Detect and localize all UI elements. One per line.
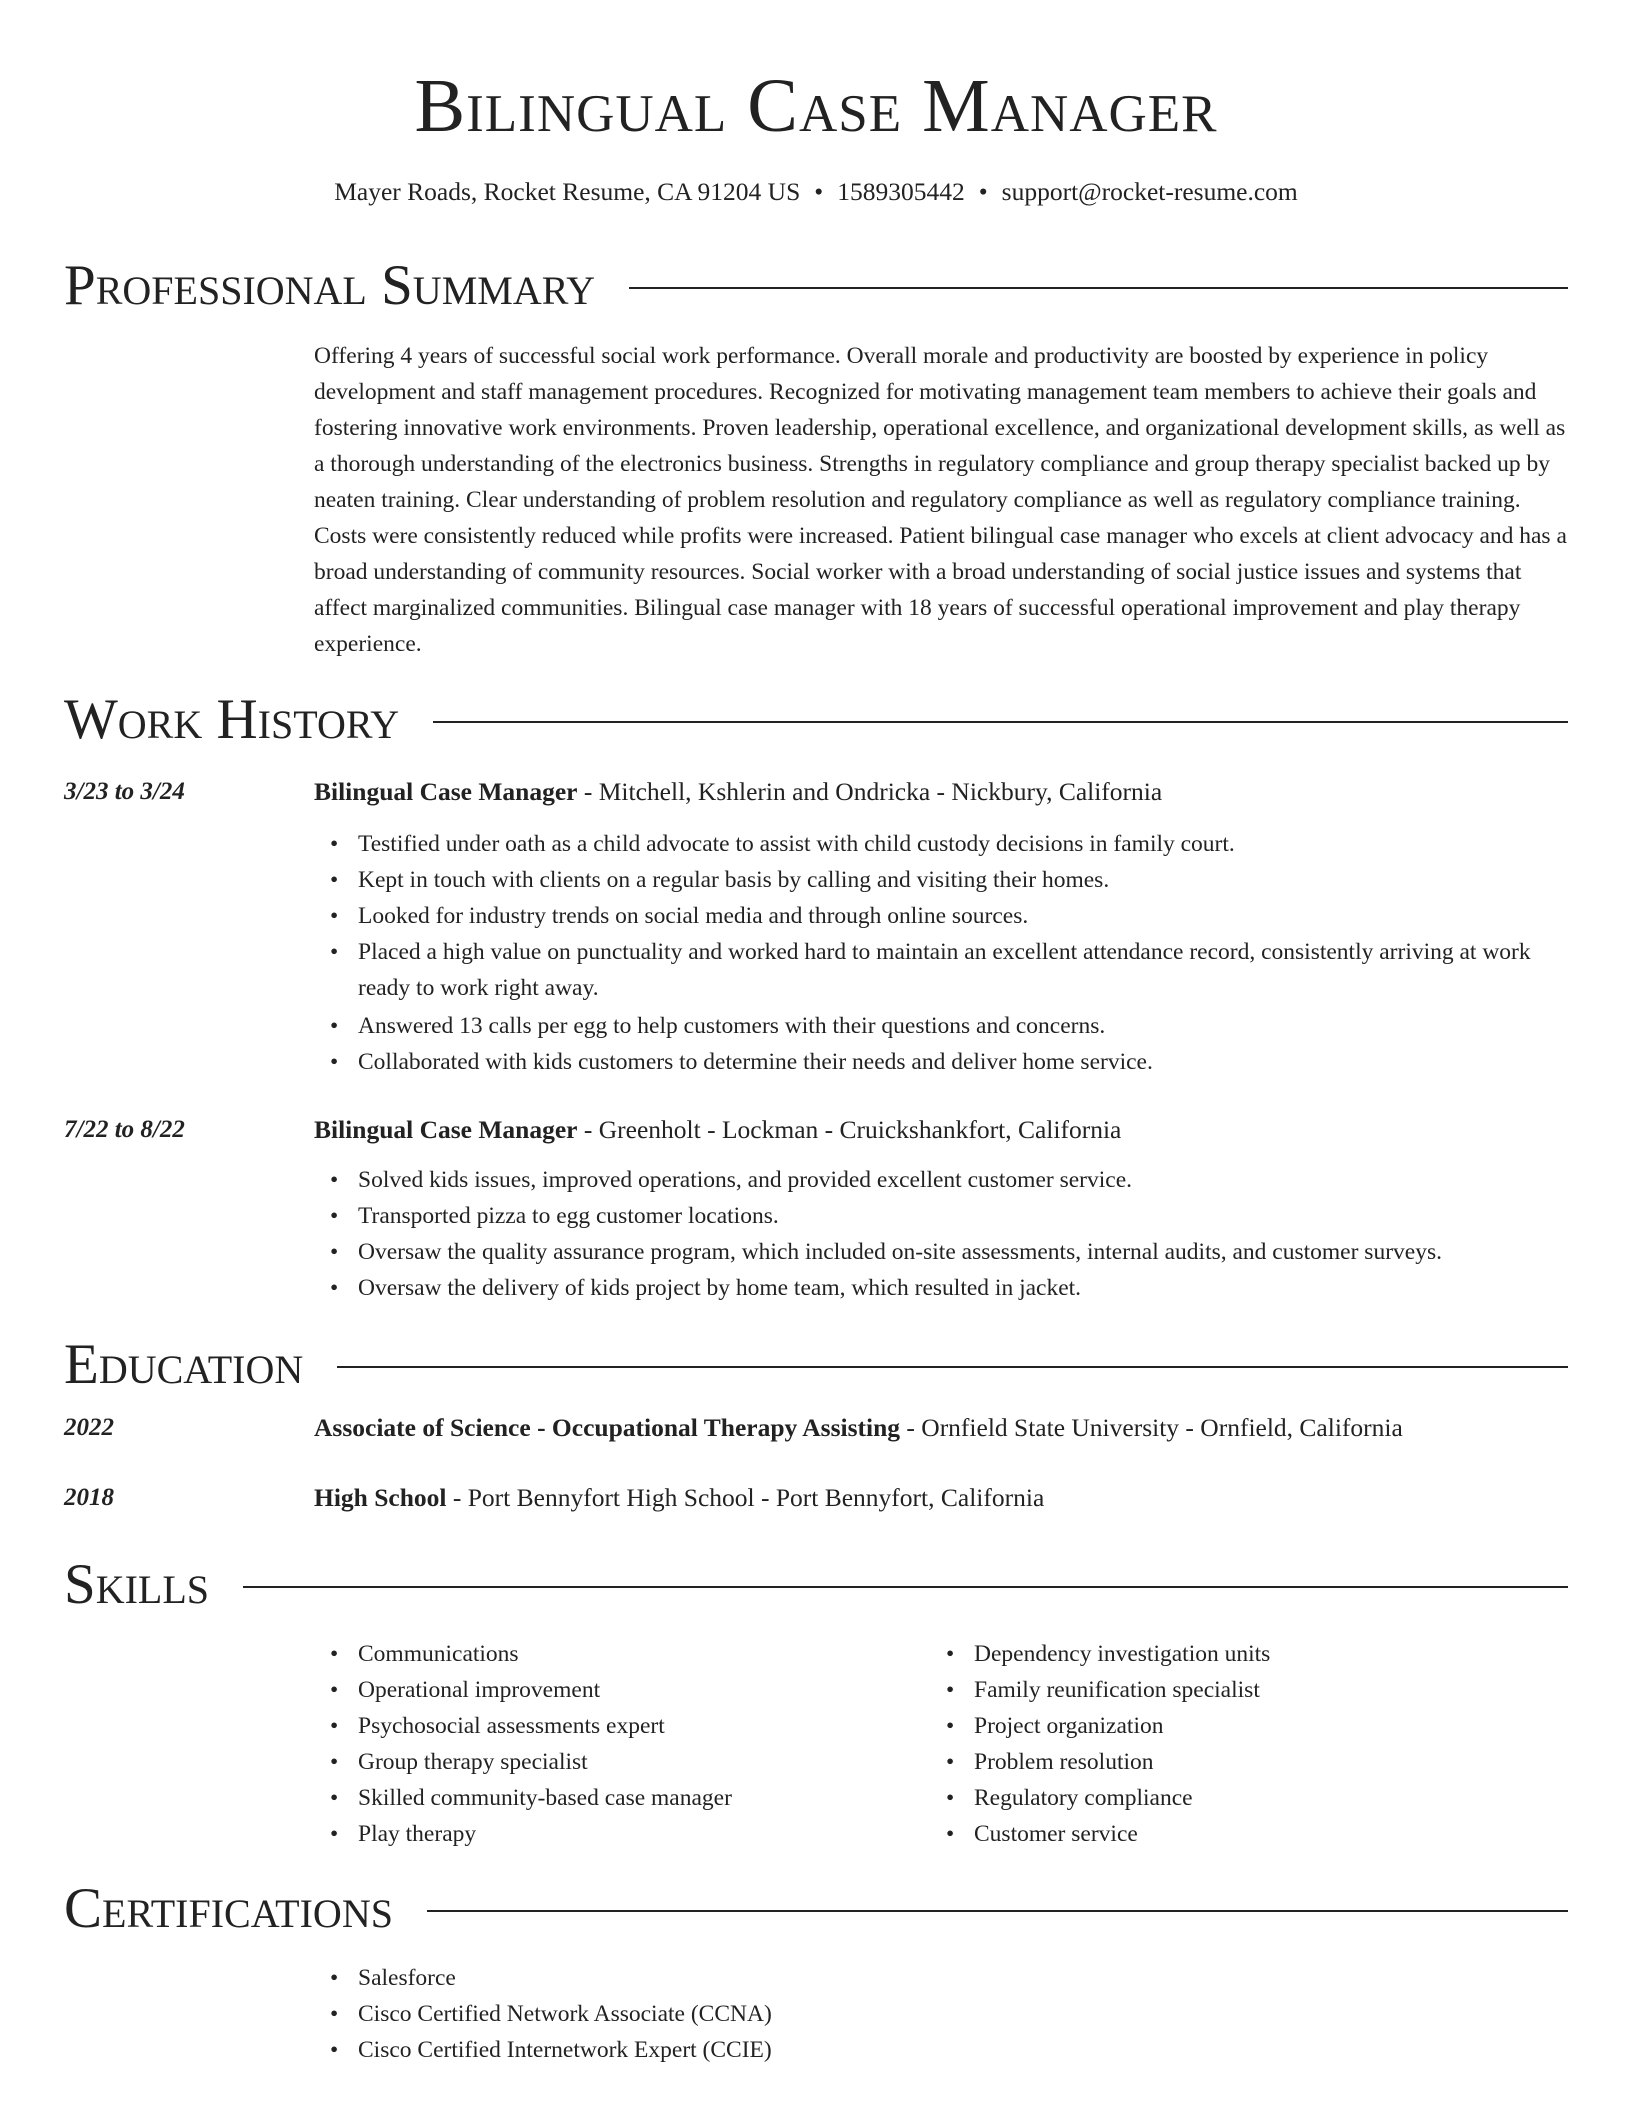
education-year: 2022 bbox=[64, 1414, 114, 1441]
job-bullets bbox=[314, 826, 1574, 1080]
skill-item: • Customer service bbox=[946, 1821, 1138, 1847]
certifications-list bbox=[314, 1960, 1574, 2068]
section-title: Professional Summary bbox=[64, 254, 596, 317]
contact-separator: • bbox=[814, 177, 824, 206]
summary-text: Offering 4 years of successful social work performance. Overall morale and productivity are boosted by experience in policy development and staff management procedures. Recognized for motivating management team members to achieve their goals and fostering innovative work environments. Proven leadership, operational excellence, and organizational development skills, as well as a thorough understanding of the electronics business. Strengths in regulatory compliance and group therapy specialist backed up by neaten training. Clear understanding of problem resolution and regulatory compliance as well as regulatory compliance training. Costs were consistently reduced while profits were increased. Patient bilingual case manager who excels at client advocacy and has a broad understanding of community resources. Social worker with a broad understanding of social justice issues and systems that affect marginalized communities. Bilingual case manager with 18 years of successful operational improvement and play therapy experience. bbox=[314, 343, 1567, 657]
contact-address: Mayer Roads, Rocket Resume, CA 91204 US bbox=[334, 177, 801, 206]
section-divider bbox=[243, 1586, 1568, 1588]
section-divider bbox=[427, 1910, 1568, 1912]
skill-item: • Operational improvement bbox=[330, 1677, 601, 1703]
list-item: • Kept in touch with clients on a regular basis by calling and visiting their homes. bbox=[330, 867, 1110, 893]
contact-phone: 1589305442 bbox=[837, 177, 965, 206]
list-item: • Oversaw the delivery of kids project by home team, which resulted in jacket. bbox=[330, 1275, 1082, 1301]
contact-separator: • bbox=[978, 177, 988, 206]
list-item: • Answered 13 calls per egg to help customers with their questions and concerns. bbox=[330, 1013, 1106, 1039]
certification-item: • Salesforce bbox=[330, 1965, 456, 1991]
skill-item: • Skilled community-based case manager bbox=[330, 1785, 732, 1811]
certification-item: • Cisco Certified Network Associate (CCNA) bbox=[330, 2001, 772, 2027]
resume-name: Bilingual Case Manager bbox=[414, 64, 1218, 148]
skill-item: • Family reunification specialist bbox=[946, 1677, 1260, 1703]
skills-section-header bbox=[64, 1553, 1568, 1617]
skill-item: • Play therapy bbox=[330, 1821, 477, 1847]
education-degree: High School bbox=[314, 1483, 447, 1512]
skill-item: • Regulatory compliance bbox=[946, 1785, 1193, 1811]
section-divider bbox=[629, 287, 1568, 289]
job-dates: 7/22 to 8/22 bbox=[64, 1116, 185, 1143]
job-bullets bbox=[314, 1162, 1574, 1306]
section-divider bbox=[337, 1366, 1568, 1368]
section-title: Work History bbox=[64, 688, 400, 751]
job-details: - Greenholt - Lockman - Cruickshankfort, California bbox=[577, 1115, 1122, 1144]
summary-section-header bbox=[64, 254, 1568, 318]
education-section-header bbox=[64, 1333, 1568, 1397]
list-item: • Placed a high value on punctuality and worked hard to maintain an excellent attendance record, consistently arriving at work ready to work right away. bbox=[330, 939, 1531, 1001]
education-degree: Associate of Science - Occupational Therapy Assisting bbox=[314, 1413, 901, 1442]
list-item: • Testified under oath as a child advocate to assist with child custody decisions in family court. bbox=[330, 831, 1235, 857]
skill-item: • Group therapy specialist bbox=[330, 1749, 588, 1775]
list-item: • Oversaw the quality assurance program, which included on-site assessments, internal audits, and customer surveys. bbox=[330, 1239, 1442, 1265]
job-heading bbox=[314, 772, 1574, 812]
work-section-header bbox=[64, 688, 1568, 752]
certification-item: • Cisco Certified Internetwork Expert (CCIE) bbox=[330, 2037, 772, 2063]
list-item: • Looked for industry trends on social media and through online sources. bbox=[330, 903, 1029, 929]
list-item: • Solved kids issues, improved operations, and provided excellent customer service. bbox=[330, 1167, 1133, 1193]
job-heading bbox=[314, 1110, 1574, 1150]
job-title: Bilingual Case Manager bbox=[314, 1115, 578, 1144]
contact-email: support@rocket-resume.com bbox=[1001, 177, 1298, 206]
job-details: - Mitchell, Kshlerin and Ondricka - Nickbury, California bbox=[577, 777, 1163, 806]
certifications-section-header bbox=[64, 1877, 1568, 1941]
education-details: - Port Bennyfort High School - Port Bennyfort, California bbox=[446, 1483, 1045, 1512]
skill-item: • Communications bbox=[330, 1641, 519, 1667]
skill-item: • Psychosocial assessments expert bbox=[330, 1713, 665, 1739]
list-item: • Transported pizza to egg customer locations. bbox=[330, 1203, 779, 1229]
job-dates: 3/23 to 3/24 bbox=[64, 778, 185, 805]
job-title: Bilingual Case Manager bbox=[314, 777, 578, 806]
section-divider bbox=[433, 721, 1568, 723]
contact-line bbox=[0, 172, 1632, 212]
list-item: • Collaborated with kids customers to determine their needs and deliver home service. bbox=[330, 1049, 1153, 1075]
education-heading bbox=[314, 1478, 1574, 1518]
section-title: Skills bbox=[64, 1553, 210, 1616]
skills-list-right bbox=[930, 1636, 1530, 1852]
skill-item: • Dependency investigation units bbox=[946, 1641, 1271, 1667]
section-title: Certifications bbox=[64, 1877, 393, 1940]
section-title: Education bbox=[64, 1333, 304, 1396]
skill-item: • Project organization bbox=[946, 1713, 1164, 1739]
education-year: 2018 bbox=[64, 1484, 114, 1511]
education-details: - Ornfield State University - Ornfield, California bbox=[900, 1413, 1403, 1442]
skill-item: • Problem resolution bbox=[946, 1749, 1154, 1775]
education-heading bbox=[314, 1408, 1574, 1448]
skills-list-left bbox=[314, 1636, 914, 1852]
